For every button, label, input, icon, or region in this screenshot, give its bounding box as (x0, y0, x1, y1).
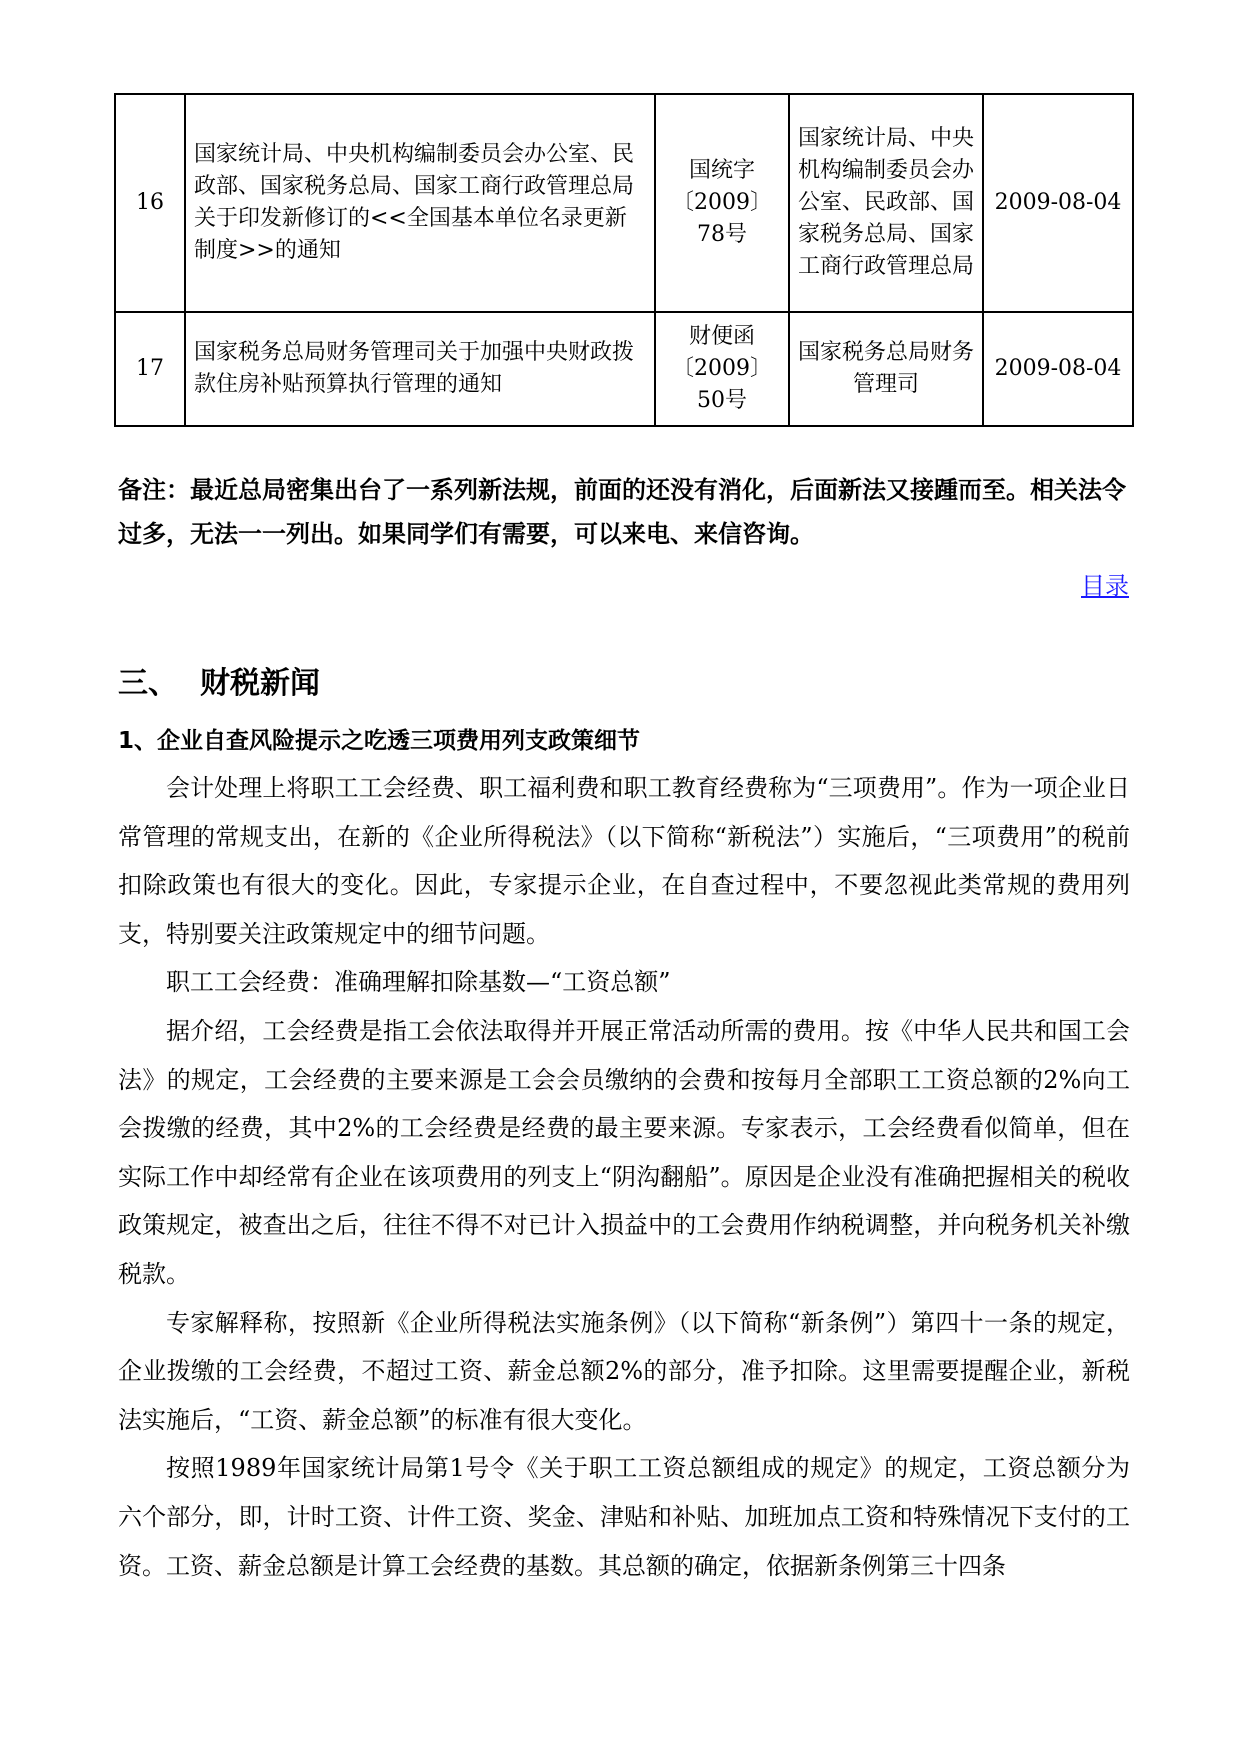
issue-date: 2009-08-04 (983, 94, 1133, 312)
article-title: 1、企业自查风险提示之吃透三项费用列支政策细节 (118, 728, 641, 754)
article-body (118, 764, 1130, 1590)
paragraph: 按照1989年国家统计局第1号令《关于职工工资总额组成的规定》的规定，工资总额分为六个部分，即，计时工资、计件工资、奖金、津贴和补贴、加班加点工资和特殊情况下支付的工资。工资、薪金总额是计算工会经费的基数。其总额的确定，依据新条例第三十四条 (118, 1454, 1130, 1580)
section-heading (118, 658, 320, 702)
table-of-contents-link[interactable]: 目录 (1081, 572, 1129, 600)
section-title: 财税新闻 (200, 666, 320, 701)
law-title: 国家税务总局财务管理司关于加强中央财政拨款住房补贴预算执行管理的通知 (185, 312, 655, 426)
issuing-authority: 国家统计局、中央机构编制委员会办公室、民政部、国家税务总局、国家工商行政管理总局 (789, 94, 983, 312)
remark-note: 备注：最近总局密集出台了一系列新法规，前面的还没有消化，后面新法又接踵而至。相关法令过多，无法一一列出。如果同学们有需要，可以来电、来信咨询。 (118, 476, 1126, 548)
issuing-authority: 国家税务总局财务管理司 (789, 312, 983, 426)
law-table (114, 93, 1134, 427)
issue-date: 2009-08-04 (983, 312, 1133, 426)
paragraph: 专家解释称，按照新《企业所得税法实施条例》（以下简称“新条例”）第四十一条的规定，企业拨缴的工会经费，不超过工资、薪金总额2%的部分，准予扣除。这里需要提醒企业，新税法实施后，“工资、薪金总额”的标准有很大变化。 (118, 1308, 1130, 1434)
section-number: 三、 (118, 666, 178, 701)
row-number: 16 (115, 94, 185, 312)
document-number: 国统字〔2009〕78号 (655, 94, 789, 312)
row-number: 17 (115, 312, 185, 426)
paragraph: 据介绍，工会经费是指工会依法取得并开展正常活动所需的费用。按《中华人民共和国工会法》的规定，工会经费的主要来源是工会会员缴纳的会费和按每月全部职工工资总额的2%向工会拨缴的经费，其中2%的工会经费是经费的最主要来源。专家表示，工会经费看似简单，但在实际工作中却经常有企业在该项费用的列支上“阴沟翻船”。原因是企业没有准确把握相关的税收政策规定，被查出之后，往往不得不对已计入损益中的工会费用作纳税调整，并向税务机关补缴税款。 (118, 1016, 1130, 1288)
law-title: 国家统计局、中央机构编制委员会办公室、民政部、国家税务总局、国家工商行政管理总局关于印发新修订的<<全国基本单位名录更新制度>>的通知 (185, 94, 655, 312)
paragraph: 职工工会经费：准确理解扣除基数—“工资总额” (166, 968, 671, 997)
table-row (115, 312, 1133, 426)
document-number: 财便函〔2009〕50号 (655, 312, 789, 426)
paragraph: 会计处理上将职工工会经费、职工福利费和职工教育经费称为“三项费用”。作为一项企业日常管理的常规支出，在新的《企业所得税法》（以下简称“新税法”）实施后，“三项费用”的税前扣除政策也有很大的变化。因此，专家提示企业，在自查过程中，不要忽视此类常规的费用列支，特别要关注政策规定中的细节问题。 (118, 774, 1130, 948)
table-row (115, 94, 1133, 312)
